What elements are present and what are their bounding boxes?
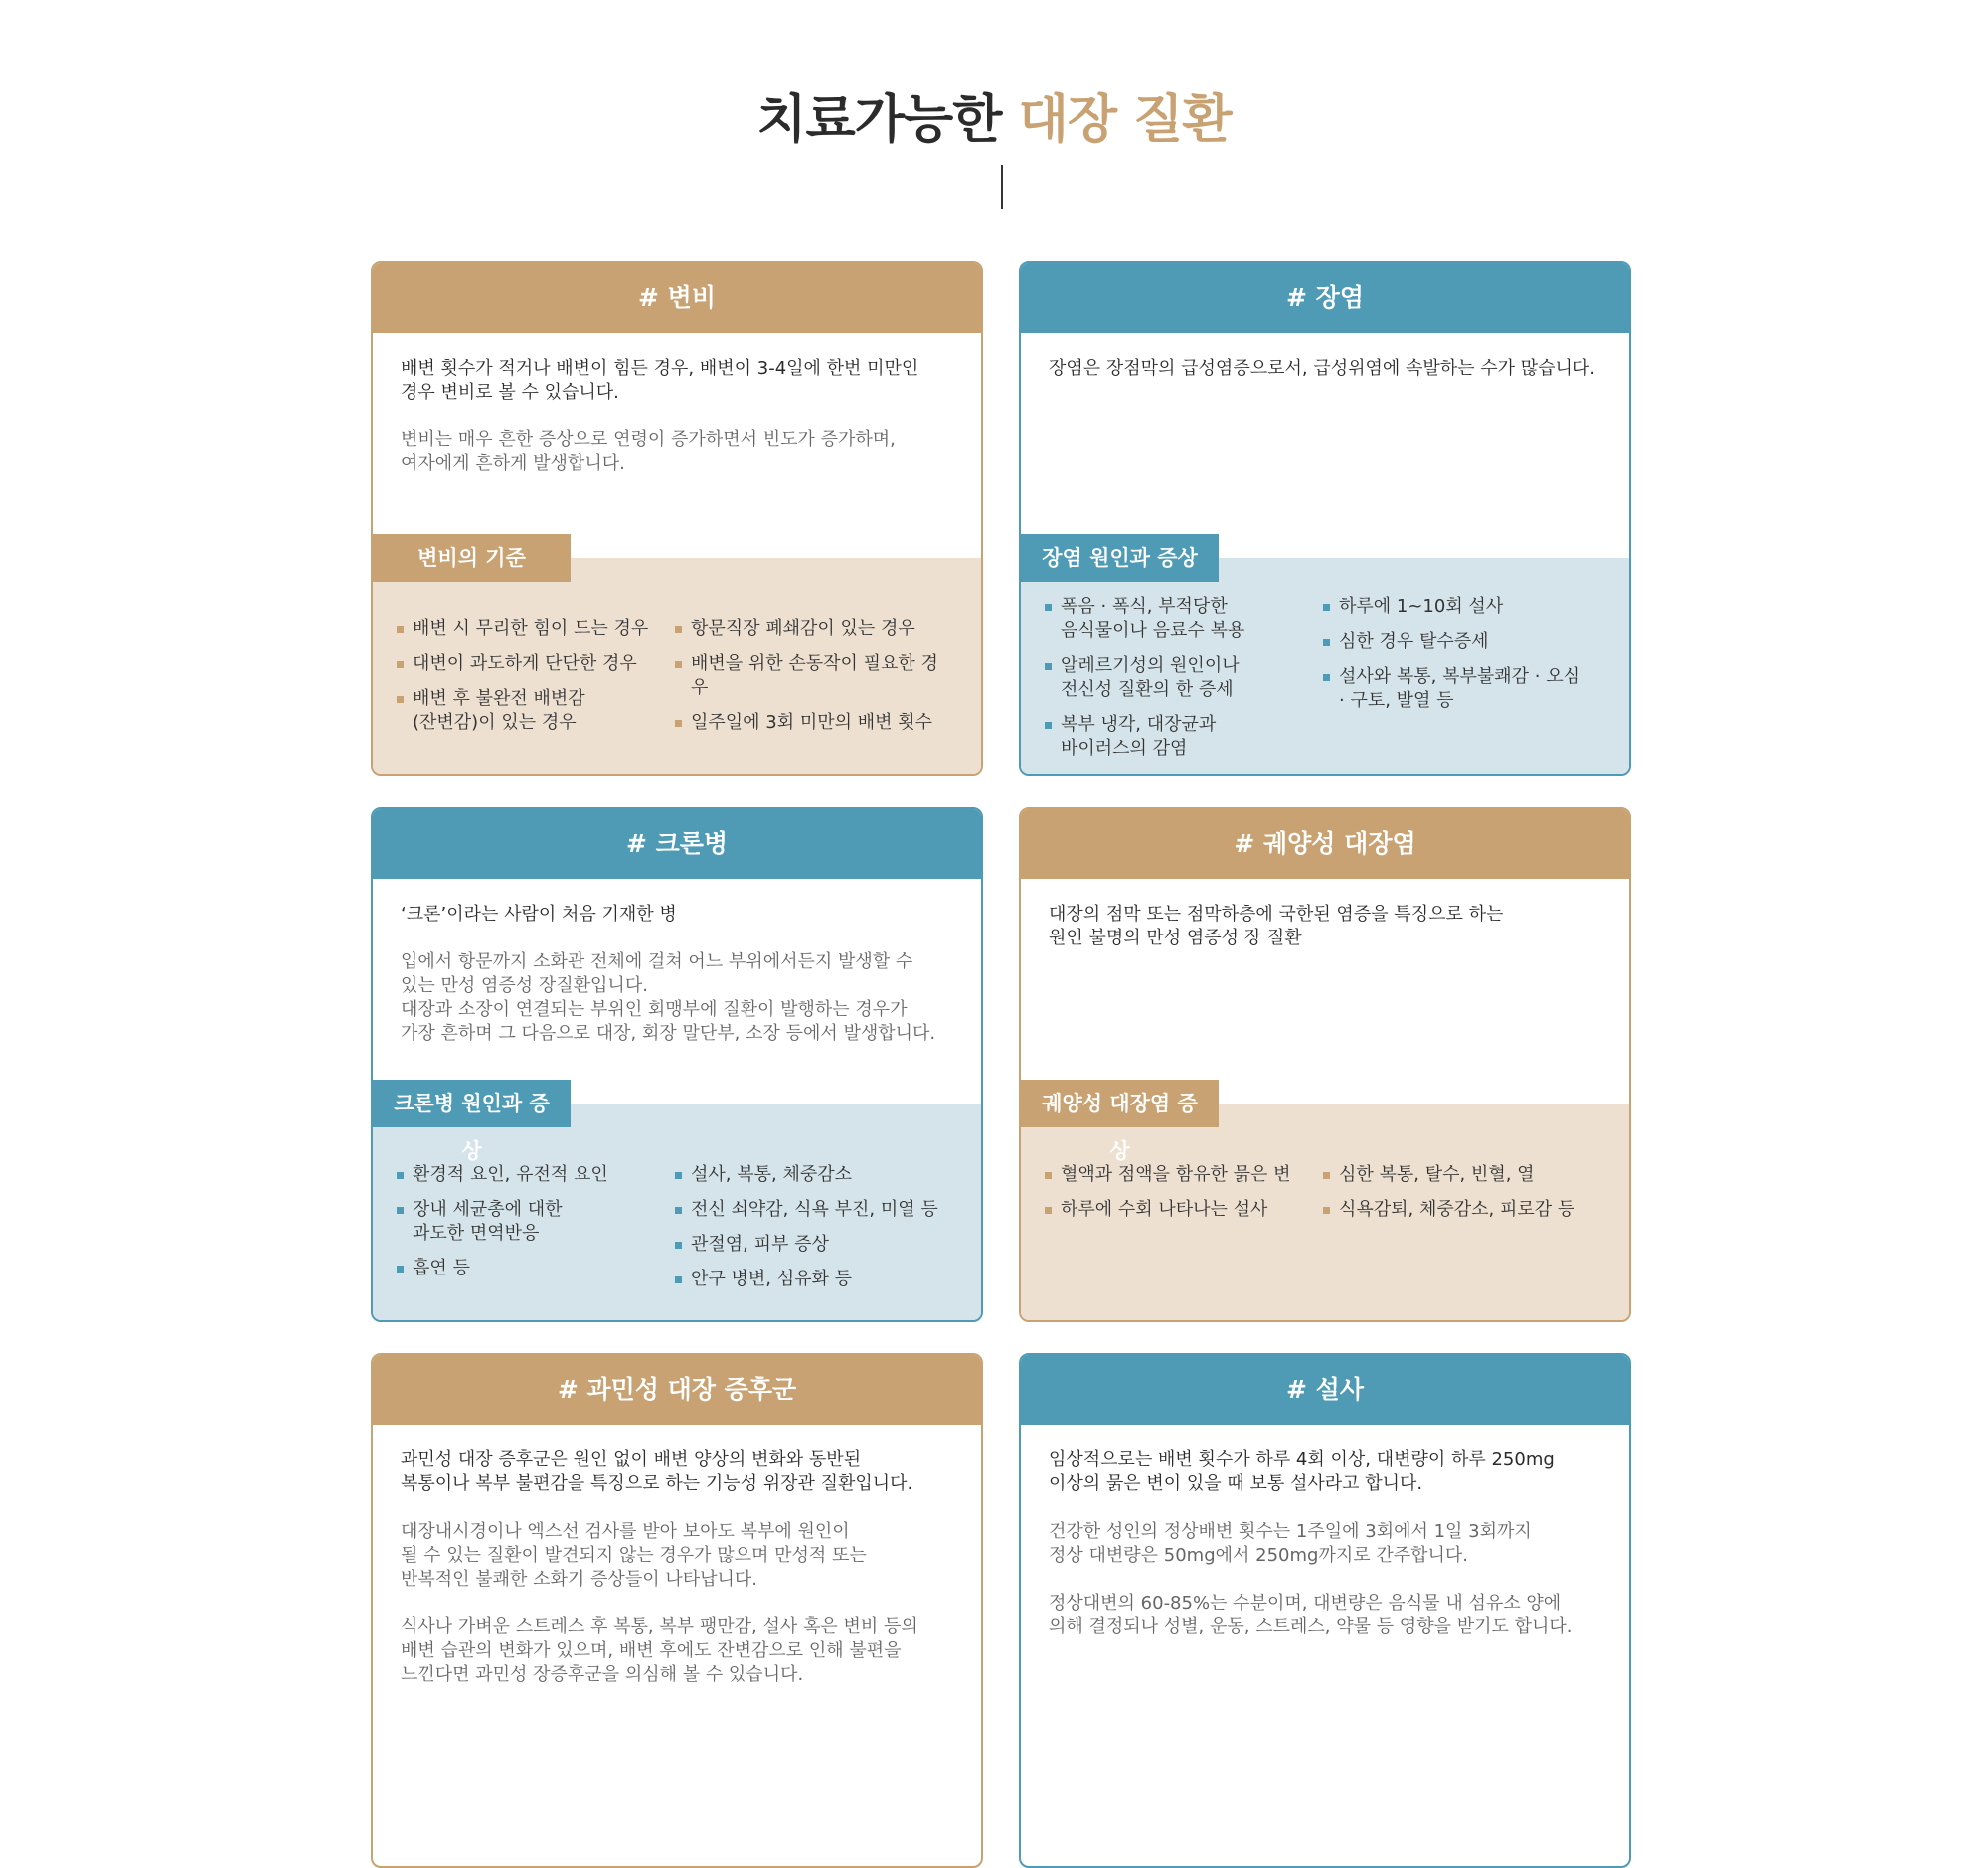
card-paragraph: 식사나 가벼운 스트레스 후 복통, 복부 팽만감, 설사 혹은 변비 등의 배변 습관의 변화가 있으며, 배변 후에도 잔변감으로 인해 불편을 느낀다면 과민성 장증후군을 의심해 볼 수 있습니다. [401,1616,918,1685]
criteria-title: 궤양성 대장염 증상 [1021,1080,1219,1127]
list-item: 심한 복통, 탈수, 빈혈, 열 [1323,1163,1601,1187]
card-ulcerative-colitis [1019,807,1631,1322]
card-body [373,879,981,1046]
criteria-columns [397,617,965,746]
list-item: 설사, 복통, 체중감소 [675,1163,953,1187]
list-item: 항문직장 폐쇄감이 있는 경우 [675,617,953,641]
card-header: # 크론병 [373,809,981,879]
card-header: # 궤양성 대장염 [1021,809,1629,879]
title-divider [1001,165,1003,209]
card-paragraph: 장염은 장점막의 급성염증으로서, 급성위염에 속발하는 수가 많습니다. [1049,358,1596,379]
card-paragraph: 대장내시경이나 엑스선 검사를 받아 보아도 복부에 원인이 될 수 있는 질환이 발견되지 않는 경우가 많으며 만성적 또는 반복적인 불쾌한 소화기 증상들이 나타납니다. [401,1521,867,1590]
criteria-title: 크론병 원인과 증상 [373,1080,571,1127]
card-body [1021,879,1629,950]
card-paragraph: ‘크론’이라는 사람이 처음 기재한 병 [401,904,677,925]
list-item: 혈액과 점액을 함유한 묽은 변 [1045,1163,1323,1187]
criteria-left [397,1163,675,1302]
card-paragraph: 건강한 성인의 정상배변 횟수는 1주일에 3회에서 1일 3회까지 정상 대변량은 50mg에서 250mg까지로 간주합니다. [1049,1521,1532,1566]
list-item: 식욕감퇴, 체중감소, 피로감 등 [1323,1198,1601,1222]
list-item: 관절염, 피부 증상 [675,1233,953,1257]
list-item: 하루에 수회 나타나는 설사 [1045,1198,1323,1222]
list-item: 설사와 복통, 복부불쾌감 · 오심 · 구토, 발열 등 [1323,665,1601,713]
page-title-accent: 대장 질환 [1018,90,1232,150]
list-item: 복부 냉각, 대장균과 바이러스의 감염 [1045,713,1323,761]
list-item: 배변을 위한 손동작이 필요한 경우 [675,652,953,700]
criteria-left [1045,1163,1323,1233]
criteria-right [675,1163,953,1302]
list-item: 심한 경우 탈수증세 [1323,630,1601,654]
card-paragraph: 배변 횟수가 적거나 배변이 힘든 경우, 배변이 3-4일에 한번 미만인 경우 변비로 볼 수 있습니다. [401,358,919,403]
criteria-panel [1021,546,1629,774]
criteria-left [1045,595,1323,771]
list-item: 배변 후 불완전 배변감 (잔변감)이 있는 경우 [397,687,675,735]
list-item: 흡연 등 [397,1257,675,1280]
criteria-title: 장염 원인과 증상 [1021,534,1219,582]
list-item: 대변이 과도하게 단단한 경우 [397,652,675,676]
card-body [373,333,981,476]
page-title-main: 치료가능한 [756,90,1002,150]
card-diarrhea [1019,1353,1631,1868]
criteria-panel [373,1092,981,1320]
card-paragraph: 정상대변의 60-85%는 수분이며, 대변량은 음식물 내 섬유소 양에 의해 결정되나 성별, 운동, 스트레스, 약물 등 영향을 받기도 합니다. [1049,1593,1573,1637]
card-enteritis [1019,261,1631,776]
list-item: 하루에 1~10회 설사 [1323,595,1601,619]
card-ibs [371,1353,983,1868]
list-item: 환경적 요인, 유전적 요인 [397,1163,675,1187]
criteria-right [1323,1163,1601,1233]
criteria-right [1323,595,1601,771]
list-item: 장내 세균총에 대한 과도한 면역반응 [397,1198,675,1246]
card-body [1021,1425,1629,1639]
criteria-left [397,617,675,746]
list-item: 배변 시 무리한 힘이 드는 경우 [397,617,675,641]
criteria-columns [1045,1163,1613,1233]
criteria-columns [1045,595,1613,771]
card-header: # 장염 [1021,263,1629,333]
card-paragraph: 대장의 점막 또는 점막하층에 국한된 염증을 특징으로 하는 원인 불명의 만성 염증성 장 질환 [1049,904,1504,948]
criteria-panel [373,546,981,774]
card-paragraph: 변비는 매우 흔한 증상으로 연령이 증가하면서 빈도가 증가하며, 여자에게 흔하게 발생합니다. [401,429,896,474]
list-item: 폭음 · 폭식, 부적당한 음식물이나 음료수 복용 [1045,595,1323,643]
card-constipation [371,261,983,776]
card-body [373,1425,981,1687]
card-paragraph: 임상적으로는 배변 횟수가 하루 4회 이상, 대변량이 하루 250mg 이상의 묽은 변이 있을 때 보통 설사라고 합니다. [1049,1449,1555,1494]
list-item: 일주일에 3회 미만의 배변 횟수 [675,711,953,735]
card-body [1021,333,1629,381]
card-header: # 설사 [1021,1355,1629,1425]
page-title [0,78,1988,152]
list-item: 전신 쇠약감, 식욕 부진, 미열 등 [675,1198,953,1222]
card-crohns [371,807,983,1322]
list-item: 안구 병변, 섬유화 등 [675,1268,953,1291]
card-header: # 과민성 대장 증후군 [373,1355,981,1425]
criteria-panel [1021,1092,1629,1320]
criteria-right [675,617,953,746]
card-paragraph: 과민성 대장 증후군은 원인 없이 배변 양상의 변화와 동반된 복통이나 복부 불편감을 특징으로 하는 기능성 위장관 질환입니다. [401,1449,913,1494]
list-item: 알레르기성의 원인이나 전신성 질환의 한 증세 [1045,654,1323,702]
criteria-columns [397,1163,965,1302]
criteria-title: 변비의 기준 [373,534,571,582]
card-header: # 변비 [373,263,981,333]
card-paragraph: 입에서 항문까지 소화관 전체에 걸쳐 어느 부위에서든지 발생할 수 있는 만성 염증성 장질환입니다. 대장과 소장이 연결되는 부위인 회맹부에 질환이 발행하는 경우가 가장 흔하며 그 다음으로 대장, 회장 말단부, 소장 등에서 발생합니다. [401,951,936,1044]
